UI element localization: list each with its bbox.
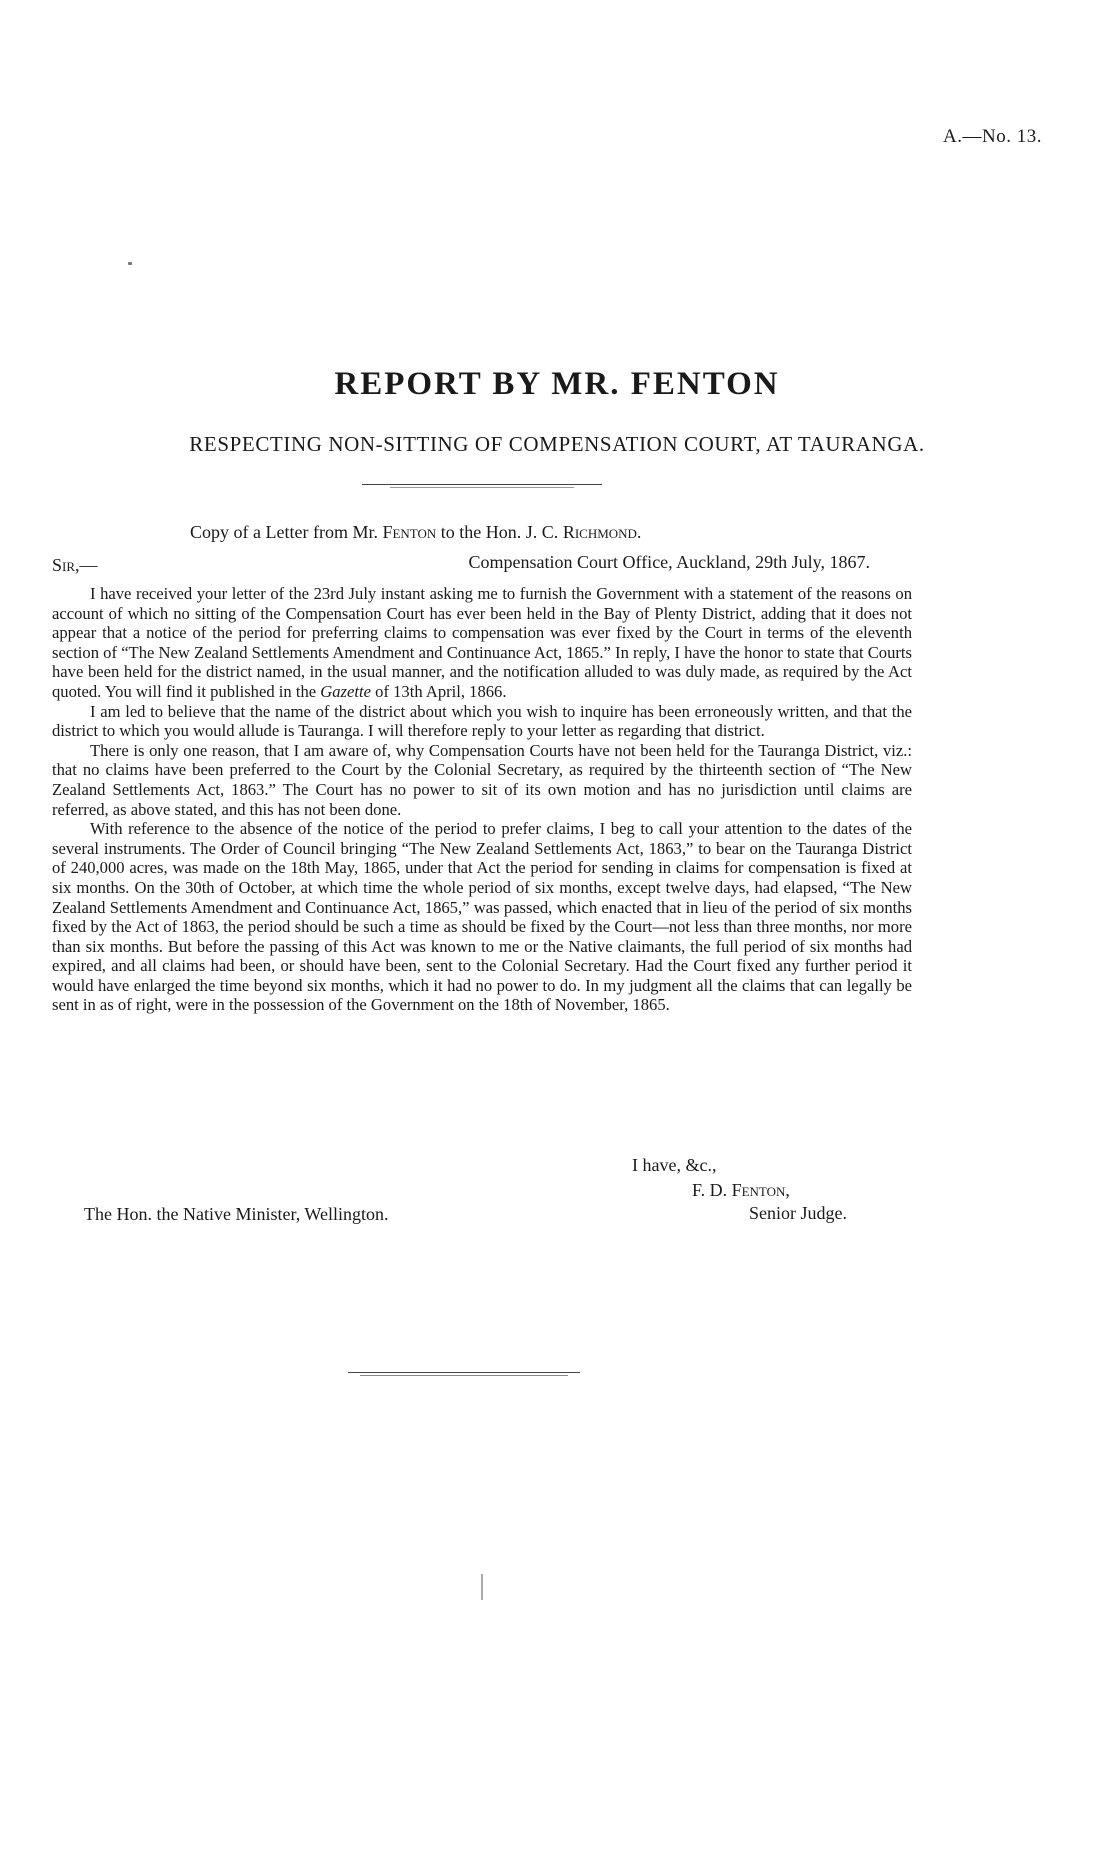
letter-heading-prefix: Copy of a Letter from Mr. xyxy=(190,522,378,542)
paragraph-3: There is only one reason, that I am aware of, why Compensation Courts have not been held for the Tauranga District, viz.: that no claims have been preferred to the Court by the Colonial Secretary, as required by the thirteenth section of “The New Zealand Settlements Act, 1863.” The Court has no power to sit of its own motion and has no jurisdiction until claims are referred, as above stated, and this has not been done. xyxy=(52,740,912,819)
paragraph-1-tail: of 13th April, 1866. xyxy=(375,681,507,701)
paragraph-4: With reference to the absence of the notice of the period to prefer claims, I beg to call your attention to the dates of the several instruments. The Order of Council bringing “The New Zealand Settlements Act, 1863,” to bear on the Tauranga District of 240,000 acres, was made on the 18th May, 1865, under that Act the period for sending in claims for compensation is fixed at six months. On the 30th of October, at which time the whole period of six months, except twelve days, had elapsed, “The New Zealand Settlements Amendment and Continuance Act, 1865,” was passed, which enacted that in lieu of the period of six months fixed by the Act of 1863, the period should be such a time as should be fixed by the Court—not less than three months, nor more than six months. But before the passing of this Act was known to me or the Native claimants, the full period of six months had expired, and all claims had been, or should have been, sent to the Colonial Secretary. Had the Court fixed any further period it would have enlarged the time beyond six months, which it had no power to do. In my judgment all the claims that can legally be sent in as of right, were in the possession of the Government on the 18th of November, 1865. xyxy=(52,819,912,1015)
paragraph-2: I am led to believe that the name of the district about which you wish to inquire has been erroneously written, and that the district to which you would allude is Tauranga. I will therefore reply to your letter as regarding that district. xyxy=(52,701,912,741)
report-title: REPORT BY MR. FENTON xyxy=(334,366,780,402)
letter-heading-sender: Fenton xyxy=(382,522,437,542)
end-divider-inner xyxy=(360,1375,568,1376)
signature xyxy=(692,1180,790,1201)
signer-initials: F. D. xyxy=(692,1180,728,1200)
letter-heading-recipient: Richmond. xyxy=(562,522,642,542)
gazette-title: Gazette xyxy=(320,681,371,701)
letter-body xyxy=(52,584,912,1015)
salutation: Sir,— xyxy=(52,555,98,575)
dateline: Compensation Court Office, Auckland, 29th July, 1867. xyxy=(468,552,870,572)
document-reference: A.—No. 13. xyxy=(943,126,1042,147)
paragraph-1-text: I have received your letter of the 23rd July instant asking me to furnish the Government with a statement of the reasons on account of which no sitting of the Compensation Court has ever been held in the Bay of Plenty District, adding that it does not appear that a notice of the period for preferring claims to compensation was ever fixed by the Court in terms of the eleventh section of “The New Zealand Settlements Amendment and Continuance Act, 1865.” In reply, I have the honor to state that Courts have been held for the district named, in the usual manner, and the notification alluded to was duly made, as required by the Act quoted. You will find it published in the xyxy=(52,584,912,701)
report-subtitle: RESPECTING NON-SITTING OF COMPENSATION COURT, AT TAURANGA. xyxy=(189,432,925,456)
paragraph-1 xyxy=(52,584,912,702)
print-mark xyxy=(481,1574,483,1600)
print-speck xyxy=(128,262,132,265)
letter-heading xyxy=(190,522,641,543)
signer-name: Fenton, xyxy=(731,1180,790,1200)
addressee: The Hon. the Native Minister, Wellington. xyxy=(84,1204,389,1224)
title-divider-inner xyxy=(390,487,574,488)
signer-title: Senior Judge. xyxy=(749,1203,847,1223)
title-divider xyxy=(362,484,602,485)
end-divider xyxy=(348,1372,580,1373)
closing: I have, &c., xyxy=(632,1155,717,1175)
letter-heading-middle: to the Hon. J. C. xyxy=(440,522,559,542)
